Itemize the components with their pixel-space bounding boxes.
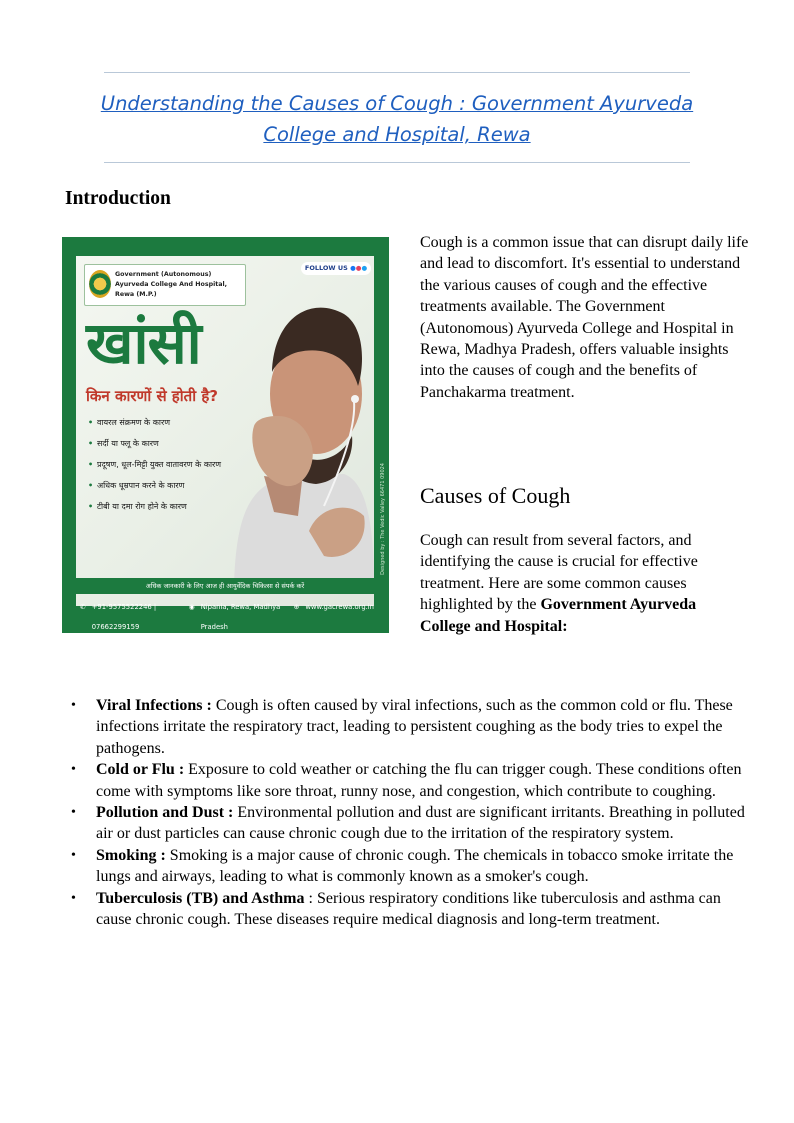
cause-term: Tuberculosis (TB) and Asthma xyxy=(96,889,305,907)
poster-list-item: • अधिक धूम्रपान करने के कारण xyxy=(88,479,223,492)
poster-cause-list xyxy=(88,416,223,521)
title-link-line2[interactable]: College and Hospital, Rewa xyxy=(263,123,531,146)
page-title xyxy=(96,88,698,150)
causes-paragraph-text: Cough can result from several factors, and identifying the cause is crucial for effective treatment. Here are some common causes highlighted by the xyxy=(420,532,698,614)
cause-text: Environmental pollution and dust are significant irritants. Breathing in polluted air or dust particles can cause chronic cough due to the irritation of the respiratory system. xyxy=(96,804,745,843)
poster-list-item: • सर्दी या फ्लू के कारण xyxy=(88,437,223,450)
causes-list xyxy=(96,695,756,930)
title-link-line1[interactable]: Understanding the Causes of Cough : Government Ayurveda xyxy=(100,92,694,115)
poster-college-name: Government (Autonomous) Ayurveda College And Hospital, Rewa (M.P.) xyxy=(115,271,228,298)
poster-list-item: • टीबी या दमा रोग होने के कारण xyxy=(88,500,223,513)
poster-list-item: • वायरल संक्रमण के कारण xyxy=(88,416,223,429)
poster-follow-badge: FOLLOW US ●●● xyxy=(301,262,371,275)
cause-term: Cold or Flu : xyxy=(96,761,185,779)
poster-phone: +91-9575522246 | 07662299159 xyxy=(91,603,157,631)
poster-headline: खांसी xyxy=(86,309,201,377)
cause-term: Smoking : xyxy=(96,846,166,864)
causes-heading: Causes of Cough xyxy=(420,483,571,508)
poster-footer xyxy=(76,597,374,631)
location-icon: ◉ xyxy=(188,603,195,611)
causes-paragraph-bold: Government Ayurveda College and Hospital: xyxy=(420,596,697,635)
intro-paragraph: Cough is a common issue that can disrupt daily life and lead to discomfort. It's essential to understand the various causes of cough and the effective treatments available. The Government (Autonomous) Ayurveda College and Hospital in Rewa, Madhya Pradesh, offers valuable insights into the causes of cough and the benefits of Panchakarma treatment. xyxy=(420,234,749,401)
college-logo-icon xyxy=(89,270,111,298)
coughing-man-illustration xyxy=(224,276,374,586)
poster-logo-box xyxy=(84,264,246,306)
list-item xyxy=(96,695,756,759)
cause-term: Pollution and Dust : xyxy=(96,804,234,822)
phone-icon: ✆ xyxy=(80,603,86,611)
poster-designer-credit: Designed by : The Vedic Valley 66471 09024 xyxy=(380,463,386,575)
poster-address: Nipania, Rewa, Madhya Pradesh xyxy=(200,603,281,631)
top-rule xyxy=(104,72,690,73)
poster-subheadline: किन कारणों से होती है? xyxy=(86,387,218,405)
intro-heading: Introduction xyxy=(65,188,171,209)
poster-panel xyxy=(76,256,374,606)
cough-poster-image xyxy=(62,237,389,633)
cause-text: Smoking is a major cause of chronic cough. The chemicals in tobacco smoke irritate the lungs and airways, leading to what is commonly known as a smoker's cough. xyxy=(96,846,734,886)
list-item xyxy=(96,845,756,888)
poster-follow-label: FOLLOW US xyxy=(304,264,348,272)
causes-paragraph xyxy=(420,530,750,637)
list-item xyxy=(96,802,756,845)
cause-term: Viral Infections : xyxy=(96,697,212,714)
cause-text: Exposure to cold weather or catching the flu can trigger cough. These conditions often come with symptoms like sore throat, runny nose, and congestion, which contribute to coughing. xyxy=(96,761,742,800)
social-icons: ● xyxy=(350,264,356,272)
bottom-rule xyxy=(104,162,690,163)
cause-text: : Serious respiratory conditions like tuberculosis and asthma can cause chronic cough. These diseases require medical diagnosis and long-term treatment. xyxy=(96,889,721,929)
poster-contact-band: अधिक जानकारी के लिए आज ही आयुर्वेदिक चिकित्सा से संपर्क करें xyxy=(76,578,374,594)
cause-text: Cough is often caused by viral infections, such as the common cold or flu. These infections irritate the respiratory tract, leading to persistent coughing as the body tries to expel the pathogens. xyxy=(96,697,733,757)
poster-list-item: • प्रदूषण, धूल-मिट्टी युक्त वातावरण के कारण xyxy=(88,458,223,471)
poster-website: www.gacrewa.org.in xyxy=(305,603,374,611)
list-item xyxy=(96,759,756,802)
list-item xyxy=(96,888,756,931)
globe-icon: ⊕ xyxy=(293,603,300,611)
